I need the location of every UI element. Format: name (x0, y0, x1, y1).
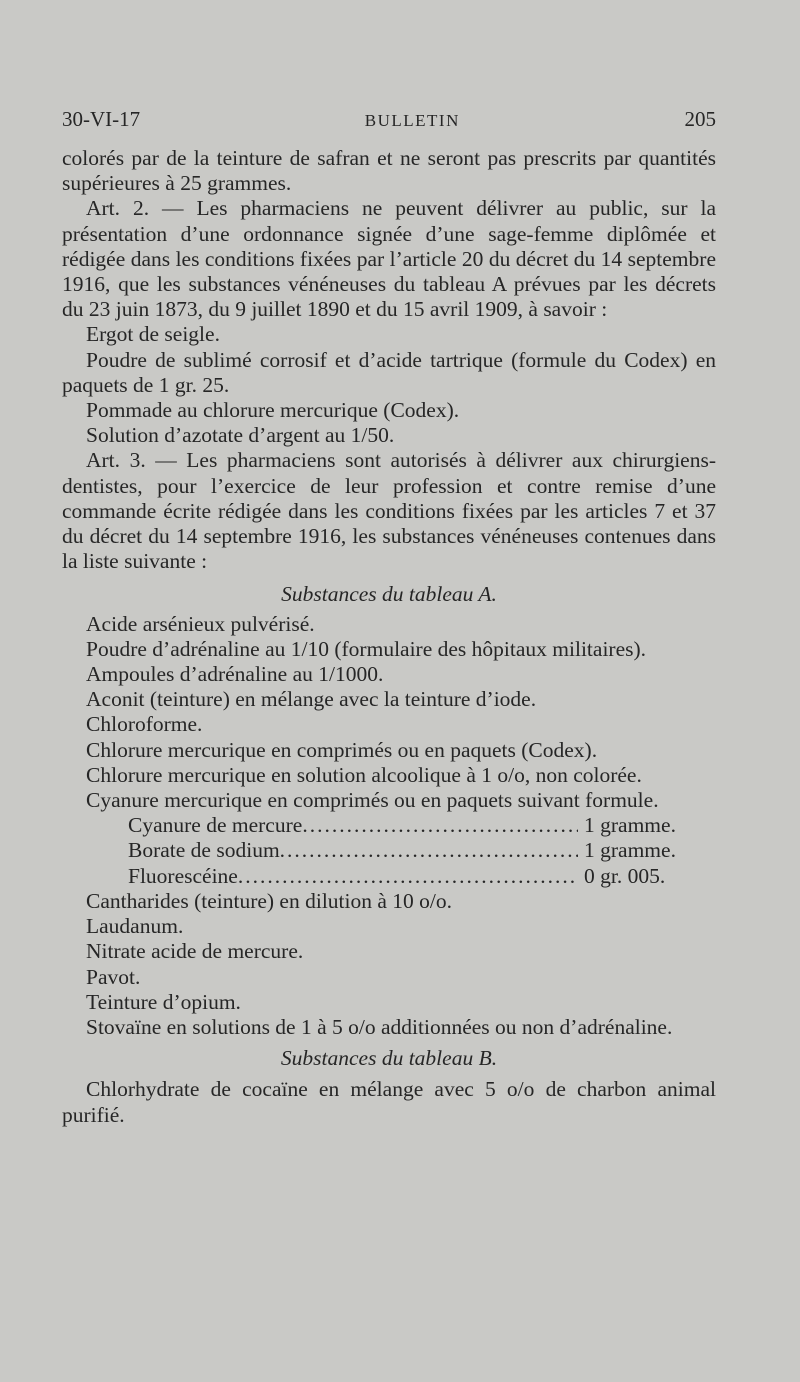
formula-ingredient: Borate de sodium (128, 838, 280, 863)
list-item: Nitrate acide de mercure. (86, 939, 304, 964)
formula-table (128, 813, 708, 889)
list-item: Acide arsénieux pulvérisé. (86, 611, 315, 636)
formula-row (128, 813, 708, 838)
page-header (62, 107, 716, 132)
page-number: 205 (684, 107, 716, 131)
leader-dots (280, 838, 578, 863)
list-item: Chlorhydrate de cocaïne en mélange avec 5 o/o de charbon animal purifié. (62, 1077, 716, 1127)
paragraph-continuation: colorés par de la teinture de safran et ne seront pas prescrits par quantités supérieures à 25 grammes. (62, 146, 716, 196)
list-item: Cantharides (teinture) en dilution à 10 o/o. (86, 888, 453, 913)
document-body (62, 146, 716, 1128)
list-item: Pommade au chlorure mercurique (Codex). (86, 398, 460, 423)
list-item: Ergot de seigle. (86, 322, 220, 347)
section-title-b: Substances du tableau B. (280, 1046, 498, 1071)
list-item: Chlorure mercurique en solution alcoolique à 1 o/o, non colorée. (86, 762, 642, 787)
leader-dots (302, 813, 578, 838)
paragraph-art-2: Art. 2. — Les pharmaciens ne peuvent délivrer au public, sur la présentation d’une ordonnance signée d’une sage-femme diplômée et rédigée dans les conditions fixées par l’article 20 du décret du 14 septembre 1916, que les substances vénéneuses du tableau A prévues par les décrets du 23 juin 1873, du 9 juillet 1890 et du 15 avril 1909, à savoir : (62, 196, 716, 322)
paragraph-art-3: Art. 3. — Les pharmaciens sont autorisés à délivrer aux chirurgiens-dentistes, pour l’exercice de leur profession et contre remise d’une commande écrite rédigée dans les conditions fixées par les articles 7 et 37 du décret du 14 septembre 1916, les substances vénéneuses contenues dans la liste suivante : (62, 448, 716, 574)
list-item: Chlorure mercurique en comprimés ou en paquets (Codex). (86, 737, 598, 762)
formula-ingredient: Fluorescéine (128, 863, 238, 888)
header-date: 30-VI-17 (62, 107, 141, 131)
formula-row (128, 864, 708, 889)
list-item: Poudre d’adrénaline au 1/10 (formulaire des hôpitaux militaires). (86, 636, 647, 661)
formula-row (128, 838, 708, 863)
header-title: BULLETIN (364, 111, 460, 130)
list-item: Ampoules d’adrénaline au 1/1000. (86, 662, 384, 687)
list-item: Laudanum. (86, 914, 184, 939)
list-item: Teinture d’opium. (86, 989, 241, 1014)
list-item: Chloroforme. (86, 712, 203, 737)
section-title-a: Substances du tableau A. (281, 582, 497, 607)
list-item: Poudre de sublimé corrosif et d’acide tartrique (formule du Codex) en paquets de 1 gr. 25. (62, 347, 716, 397)
list-item: Solution d’azotate d’argent au 1/50. (86, 423, 395, 448)
formula-quantity: 1 gramme. (584, 838, 676, 863)
list-item: Cyanure mercurique en comprimés ou en paquets suivant formule. (86, 788, 659, 813)
list-item: Pavot. (86, 964, 141, 989)
list-item: Aconit (teinture) en mélange avec la teinture d’iode. (86, 687, 537, 712)
list-item: Stovaïne en solutions de 1 à 5 o/o additionnées ou non d’adrénaline. (86, 1014, 673, 1039)
formula-quantity: 0 gr. 005. (584, 863, 666, 888)
formula-ingredient: Cyanure de mercure (128, 813, 303, 838)
formula-quantity: 1 gramme. (584, 813, 676, 838)
leader-dots (238, 864, 578, 889)
